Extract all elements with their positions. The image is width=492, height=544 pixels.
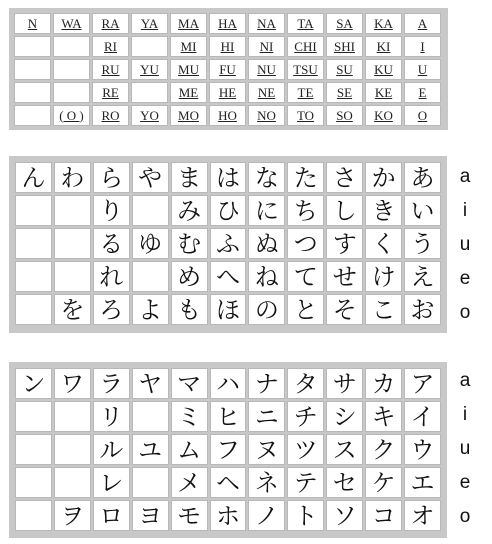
romaji-text: ME [178, 84, 199, 100]
katakana-cell [15, 401, 52, 432]
hiragana-cell [15, 228, 52, 259]
vowel-label: o [459, 302, 471, 323]
katakana-cell: ヒ [210, 401, 247, 432]
romaji-text: HI [220, 38, 235, 54]
hiragana-cell: た [287, 162, 324, 193]
romaji-cell [131, 59, 168, 80]
romaji-text: RU [101, 61, 120, 77]
hiragana-cell: る [93, 228, 130, 259]
hiragana-cell: み [171, 195, 208, 226]
romaji-text: SU [336, 61, 353, 77]
romaji-cell [92, 105, 129, 126]
hiragana-cell: ぬ [248, 228, 285, 259]
katakana-cell [15, 500, 52, 531]
romaji-cell [209, 36, 246, 57]
romaji-row [14, 105, 441, 126]
hiragana-cell: ろ [93, 294, 130, 325]
romaji-text: YA [140, 15, 159, 31]
romaji-cell [170, 59, 207, 80]
vowel-label: o [459, 506, 471, 527]
hiragana-cell: う [404, 228, 441, 259]
romaji-row [14, 13, 441, 34]
romaji-cell [170, 36, 207, 57]
katakana-cell: キ [365, 401, 402, 432]
hiragana-cell: つ [287, 228, 324, 259]
hiragana-cell: り [93, 195, 130, 226]
romaji-text: YU [140, 61, 159, 77]
romaji-cell [53, 36, 90, 57]
romaji-cell [404, 105, 441, 126]
romaji-text: O [417, 107, 428, 123]
katakana-cell: シ [326, 401, 363, 432]
romaji-text: KI [376, 38, 391, 54]
romaji-cell [92, 59, 129, 80]
romaji-cell [248, 13, 285, 34]
romaji-cell [53, 105, 90, 126]
vowel-label: e [459, 472, 471, 493]
romaji-text: KE [374, 84, 393, 100]
katakana-cell: ヌ [248, 434, 285, 465]
romaji-cell [14, 13, 51, 34]
katakana-cell: ヨ [132, 500, 169, 531]
katakana-cell [54, 467, 91, 498]
hiragana-cell: ま [171, 162, 208, 193]
vowel-label: i [462, 200, 468, 221]
katakana-cell: ワ [54, 368, 91, 399]
romaji-cell [92, 36, 129, 57]
katakana-cell: セ [326, 467, 363, 498]
hiragana-cell: は [210, 162, 247, 193]
katakana-cell: サ [326, 368, 363, 399]
romaji-text: RI [104, 38, 117, 54]
romaji-cell [131, 13, 168, 34]
hiragana-cell: す [326, 228, 363, 259]
katakana-cell: ネ [248, 467, 285, 498]
romaji-cell [287, 36, 324, 57]
romaji-cell [170, 13, 207, 34]
hiragana-cell: と [287, 294, 324, 325]
hiragana-cell: あ [404, 162, 441, 193]
romaji-text: KA [374, 15, 393, 31]
katakana-cell: エ [404, 467, 441, 498]
katakana-cell: フ [210, 434, 247, 465]
romaji-cell [248, 105, 285, 126]
romaji-text: I [420, 38, 425, 54]
katakana-cell: メ [171, 467, 208, 498]
romaji-cell [92, 82, 129, 103]
romaji-cell [248, 36, 285, 57]
hiragana-cell: な [248, 162, 285, 193]
katakana-cell [15, 434, 52, 465]
romaji-cell [248, 82, 285, 103]
katakana-row [15, 467, 441, 498]
romaji-cell [170, 105, 207, 126]
romaji-cell [404, 82, 441, 103]
romaji-text: RE [102, 84, 119, 100]
romaji-text: SE [336, 84, 353, 100]
romaji-cell [209, 105, 246, 126]
katakana-row [15, 434, 441, 465]
vowel-label: a [459, 166, 471, 187]
romaji-text: TSU [293, 61, 318, 77]
romaji-text: N [27, 15, 38, 31]
romaji-cell [131, 82, 168, 103]
romaji-cell [14, 105, 51, 126]
romaji-cell [131, 36, 168, 57]
romaji-cell [14, 82, 51, 103]
katakana-cell: ト [287, 500, 324, 531]
romaji-text: NU [257, 61, 276, 77]
hiragana-cell: ほ [210, 294, 247, 325]
katakana-vowel-labels [450, 364, 480, 534]
katakana-cell: リ [93, 401, 130, 432]
hiragana-cell: し [326, 195, 363, 226]
hiragana-cell: へ [210, 261, 247, 292]
hiragana-vowel-labels [450, 160, 480, 330]
katakana-cell: ン [15, 368, 52, 399]
romaji-text: TO [296, 107, 315, 123]
hiragana-cell: ひ [210, 195, 247, 226]
vowel-label: u [459, 438, 471, 459]
hiragana-cell: ん [15, 162, 52, 193]
katakana-row [15, 368, 441, 399]
romaji-cell [14, 59, 51, 80]
hiragana-cell: わ [54, 162, 91, 193]
katakana-cell: イ [404, 401, 441, 432]
romaji-text: MA [178, 15, 199, 31]
katakana-cell: チ [287, 401, 324, 432]
katakana-table-panel [9, 362, 447, 538]
katakana-cell: カ [365, 368, 402, 399]
hiragana-cell [15, 261, 52, 292]
katakana-cell: ヲ [54, 500, 91, 531]
hiragana-cell: そ [326, 294, 363, 325]
romaji-text: NO [257, 107, 276, 123]
hiragana-cell: よ [132, 294, 169, 325]
hiragana-cell: せ [326, 261, 363, 292]
hiragana-cell: こ [365, 294, 402, 325]
hiragana-cell [54, 195, 91, 226]
romaji-cell [287, 105, 324, 126]
romaji-text: SO [336, 107, 353, 123]
katakana-cell: コ [365, 500, 402, 531]
katakana-table [13, 366, 443, 533]
romaji-text: U [417, 61, 428, 77]
hiragana-cell: さ [326, 162, 363, 193]
katakana-cell [132, 467, 169, 498]
hiragana-cell: け [365, 261, 402, 292]
hiragana-cell: お [404, 294, 441, 325]
romaji-text: TA [297, 15, 314, 31]
romaji-cell [365, 13, 402, 34]
romaji-cell [404, 36, 441, 57]
katakana-cell: ホ [210, 500, 247, 531]
katakana-cell: タ [287, 368, 324, 399]
romaji-cell [287, 82, 324, 103]
katakana-cell: オ [404, 500, 441, 531]
katakana-cell [132, 401, 169, 432]
romaji-cell [53, 59, 90, 80]
romaji-cell [170, 82, 207, 103]
hiragana-table-panel [9, 156, 447, 333]
romaji-text: RO [101, 107, 120, 123]
romaji-text: E [418, 84, 427, 100]
romaji-cell [92, 13, 129, 34]
hiragana-cell: を [54, 294, 91, 325]
romaji-text: YO [140, 107, 159, 123]
katakana-cell [15, 467, 52, 498]
hiragana-cell [54, 228, 91, 259]
katakana-row [15, 401, 441, 432]
romaji-cell [248, 59, 285, 80]
katakana-cell: ア [404, 368, 441, 399]
hiragana-cell: ふ [210, 228, 247, 259]
hiragana-cell: む [171, 228, 208, 259]
romaji-cell [326, 36, 363, 57]
hiragana-cell: ら [93, 162, 130, 193]
romaji-text: NA [257, 15, 276, 31]
hiragana-row [15, 195, 441, 226]
romaji-text: KU [374, 61, 393, 77]
romaji-text: MI [180, 38, 197, 54]
katakana-cell: ウ [404, 434, 441, 465]
romaji-cell [326, 59, 363, 80]
romaji-cell [131, 105, 168, 126]
katakana-cell: ケ [365, 467, 402, 498]
romaji-cell [365, 36, 402, 57]
romaji-text: MO [178, 107, 199, 123]
katakana-cell: ノ [248, 500, 285, 531]
romaji-text: SHI [334, 38, 355, 54]
romaji-cell [365, 59, 402, 80]
romaji-text: RA [101, 15, 120, 31]
hiragana-cell: ち [287, 195, 324, 226]
romaji-cell [287, 59, 324, 80]
katakana-cell: テ [287, 467, 324, 498]
romaji-cell [209, 82, 246, 103]
katakana-cell: ソ [326, 500, 363, 531]
hiragana-cell [54, 261, 91, 292]
romaji-text: HA [218, 15, 237, 31]
hiragana-cell: か [365, 162, 402, 193]
katakana-cell [54, 434, 91, 465]
katakana-cell [54, 401, 91, 432]
vowel-label: a [459, 370, 471, 391]
hiragana-row [15, 228, 441, 259]
hiragana-cell [15, 294, 52, 325]
hiragana-cell: め [171, 261, 208, 292]
katakana-cell: ロ [93, 500, 130, 531]
hiragana-cell: ね [248, 261, 285, 292]
romaji-text: HE [218, 84, 237, 100]
romaji-cell [209, 59, 246, 80]
romaji-text: WA [61, 15, 82, 31]
hiragana-cell [132, 261, 169, 292]
katakana-cell: ヘ [210, 467, 247, 498]
katakana-cell: ユ [132, 434, 169, 465]
hiragana-cell: れ [93, 261, 130, 292]
hiragana-cell: ゆ [132, 228, 169, 259]
katakana-cell: ツ [287, 434, 324, 465]
katakana-cell: モ [171, 500, 208, 531]
hiragana-cell: て [287, 261, 324, 292]
romaji-cell [326, 13, 363, 34]
hiragana-cell: の [248, 294, 285, 325]
hiragana-cell: も [171, 294, 208, 325]
vowel-label: i [462, 404, 468, 425]
katakana-cell: ル [93, 434, 130, 465]
hiragana-cell: き [365, 195, 402, 226]
hiragana-row [15, 294, 441, 325]
katakana-cell: ラ [93, 368, 130, 399]
romaji-table [12, 11, 443, 128]
romaji-cell [14, 36, 51, 57]
romaji-cell [365, 105, 402, 126]
katakana-cell: ミ [171, 401, 208, 432]
romaji-row [14, 59, 441, 80]
romaji-text: ( O ) [59, 107, 84, 123]
romaji-text: HO [218, 107, 237, 123]
hiragana-cell [132, 195, 169, 226]
hiragana-cell: い [404, 195, 441, 226]
romaji-cell [53, 13, 90, 34]
hiragana-cell [15, 195, 52, 226]
hiragana-cell: に [248, 195, 285, 226]
romaji-table-panel [9, 8, 448, 130]
romaji-text: NI [259, 38, 274, 54]
katakana-cell: ス [326, 434, 363, 465]
katakana-cell: ニ [248, 401, 285, 432]
hiragana-row [15, 162, 441, 193]
romaji-text: NE [257, 84, 276, 100]
romaji-cell [53, 82, 90, 103]
katakana-cell: ク [365, 434, 402, 465]
romaji-row [14, 82, 441, 103]
katakana-cell: ナ [248, 368, 285, 399]
katakana-row [15, 500, 441, 531]
romaji-cell [365, 82, 402, 103]
romaji-text: KO [374, 107, 393, 123]
katakana-cell: ヤ [132, 368, 169, 399]
romaji-cell [287, 13, 324, 34]
hiragana-cell: く [365, 228, 402, 259]
romaji-cell [209, 13, 246, 34]
hiragana-table [13, 160, 443, 327]
vowel-label: e [459, 268, 471, 289]
romaji-text: MU [178, 61, 199, 77]
romaji-cell [326, 105, 363, 126]
hiragana-cell: え [404, 261, 441, 292]
romaji-cell [404, 59, 441, 80]
katakana-cell: ム [171, 434, 208, 465]
katakana-cell: レ [93, 467, 130, 498]
romaji-text: CHI [294, 38, 317, 54]
hiragana-cell: や [132, 162, 169, 193]
katakana-cell: ハ [210, 368, 247, 399]
romaji-text: TE [297, 84, 314, 100]
vowel-label: u [459, 234, 471, 255]
romaji-row [14, 36, 441, 57]
romaji-cell [326, 82, 363, 103]
katakana-cell: マ [171, 368, 208, 399]
romaji-text: A [417, 15, 428, 31]
romaji-text: FU [219, 61, 236, 77]
hiragana-row [15, 261, 441, 292]
romaji-cell [404, 13, 441, 34]
romaji-text: SA [336, 15, 353, 31]
